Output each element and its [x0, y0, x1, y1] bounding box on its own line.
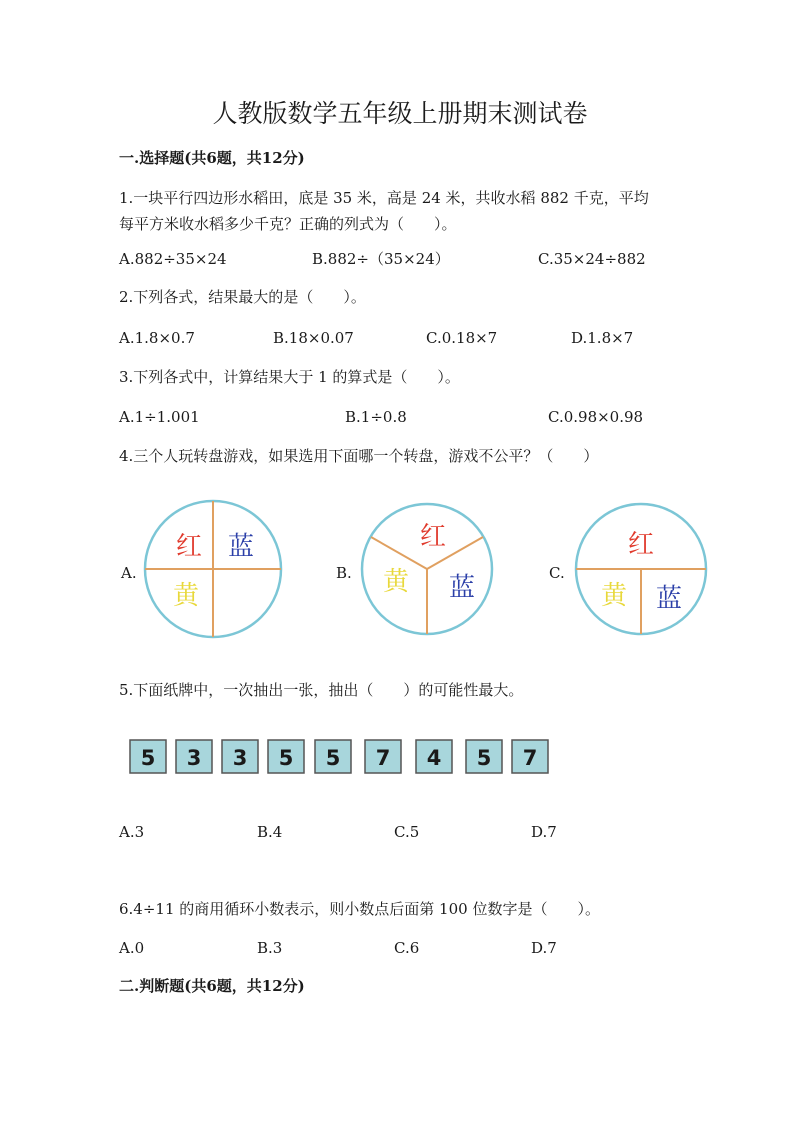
question-2-option-c[interactable]: C.0.18×7 — [426, 329, 498, 347]
number-card-value: 7 — [375, 746, 391, 770]
spinner-a-option-label: A. — [121, 564, 137, 582]
question-6-option-a[interactable]: A.0 — [119, 939, 145, 957]
question-1-option-c[interactable]: C.35×24÷882 — [538, 250, 646, 268]
question-6-option-b[interactable]: B.3 — [257, 939, 283, 957]
question-6-text: 6.4÷11 的商用循环小数表示，则小数点后面第 100 位数字是（ ）。 — [119, 900, 600, 918]
spinner-c[interactable] — [576, 504, 706, 634]
number-card[interactable] — [416, 740, 452, 773]
number-card-value: 5 — [140, 746, 156, 770]
question-3-option-a[interactable]: A.1÷1.001 — [119, 408, 200, 426]
spinner-b-option-label: B. — [336, 564, 352, 582]
number-card[interactable] — [315, 740, 351, 773]
question-2-option-a[interactable]: A.1.8×0.7 — [119, 329, 195, 347]
number-card[interactable] — [222, 740, 258, 773]
number-card-value: 4 — [426, 746, 442, 770]
question-3-option-c[interactable]: C.0.98×0.98 — [548, 408, 644, 426]
question-4-text: 4.三个人玩转盘游戏，如果选用下面哪一个转盘，游戏不公平？（ ） — [119, 447, 599, 465]
question-3-option-b[interactable]: B.1÷0.8 — [345, 408, 407, 426]
question-1-line-2: 每平方米收水稻多少千克？正确的列式为（ ）。 — [119, 215, 457, 233]
number-card-value: 5 — [325, 746, 341, 770]
question-2-option-b[interactable]: B.18×0.07 — [273, 329, 354, 347]
number-card-value: 3 — [232, 746, 248, 770]
question-1-option-a[interactable]: A.882÷35×24 — [119, 250, 227, 268]
card-row — [130, 740, 548, 773]
spinner-a-red-label: 红 — [175, 532, 203, 562]
spinner-b-red-label: 红 — [419, 522, 447, 552]
question-6-option-d[interactable]: D.7 — [531, 939, 557, 957]
number-card-value: 5 — [476, 746, 492, 770]
section-1-heading: 一.选择题(共6题，共12分) — [119, 149, 305, 167]
question-6-option-c[interactable]: C.6 — [394, 939, 420, 957]
spinner-b-blue-label: 蓝 — [448, 573, 476, 603]
page-title: 人教版数学五年级上册期末测试卷 — [212, 99, 588, 128]
number-card[interactable] — [176, 740, 212, 773]
spinner-c-red-label: 红 — [627, 530, 655, 560]
question-1-option-b[interactable]: B.882÷（35×24） — [312, 250, 450, 268]
section-2-heading: 二.判断题(共6题，共12分) — [119, 977, 305, 995]
number-card-value: 3 — [186, 746, 202, 770]
number-card[interactable] — [130, 740, 166, 773]
question-5-option-a[interactable]: A.3 — [119, 823, 145, 841]
spinner-a[interactable] — [145, 501, 281, 637]
spinner-a-yellow-label: 黄 — [172, 581, 200, 611]
question-5-option-b[interactable]: B.4 — [257, 823, 283, 841]
question-5-option-d[interactable]: D.7 — [531, 823, 557, 841]
number-card[interactable] — [268, 740, 304, 773]
number-card-value: 5 — [278, 746, 294, 770]
number-card-value: 7 — [522, 746, 538, 770]
number-card[interactable] — [512, 740, 548, 773]
number-card[interactable] — [365, 740, 401, 773]
spinner-b[interactable] — [362, 504, 492, 634]
number-card[interactable] — [466, 740, 502, 773]
spinner-b-yellow-label: 黄 — [382, 567, 410, 597]
spinner-c-yellow-label: 黄 — [600, 581, 628, 611]
question-1-line-1: 1.一块平行四边形水稻田，底是 35 米，高是 24 米，共收水稻 882 千克，平均 — [119, 189, 649, 207]
question-2-option-d[interactable]: D.1.8×7 — [571, 329, 634, 347]
question-5-option-c[interactable]: C.5 — [394, 823, 420, 841]
question-2-text: 2.下列各式，结果最大的是（ ）。 — [119, 288, 366, 306]
spinner-c-option-label: C. — [549, 564, 565, 582]
question-3-text: 3.下列各式中，计算结果大于 1 的算式是（ ）。 — [119, 368, 460, 386]
spinner-c-blue-label: 蓝 — [655, 584, 683, 614]
spinner-a-blue-label: 蓝 — [227, 532, 255, 562]
question-5-text: 5.下面纸牌中，一次抽出一张，抽出（ ）的可能性最大。 — [119, 681, 524, 699]
